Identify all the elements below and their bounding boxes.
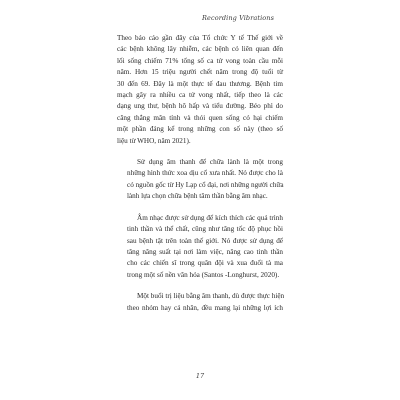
text-line: trong một số nền văn hóa (Santos -Longhurst, 2020). <box>127 270 280 279</box>
text-line: mạch gây ra nhiều ca tử vong nhất, tiếp theo là các <box>117 91 283 100</box>
text-line: lành lựa chọn chữa bệnh tâm thần bằng âm nhạc. <box>127 192 268 201</box>
text-line: Một buổi trị liệu bằng âm thanh, dù được thực hiện <box>137 292 285 301</box>
text-line: Theo báo cáo gần đây của Tổ chức Y tế Thế giới về <box>117 34 283 42</box>
paragraph-4 <box>117 291 283 314</box>
text-line: sau bệnh tật trên toàn thế giới. Nó được sử dụng để <box>127 236 283 245</box>
text-line: Âm nhạc được sử dụng để kích thích các quá trình <box>137 213 283 222</box>
text-line: Sử dụng âm thanh để chữa lành là một trong <box>137 158 283 167</box>
paragraph-3 <box>117 213 283 281</box>
text-line: dạng ung thư, bệnh hô hấp và tiểu đường. Béo phì do <box>117 102 283 111</box>
text-line: các bệnh không lây nhiễm, các bệnh có liên quan đến <box>117 45 283 54</box>
text-line: tăng năng suất tại nơi làm việc, nâng cao tinh thần <box>127 247 283 256</box>
text-line: một phần đáng kể trong những con số này (theo số <box>117 125 283 134</box>
text-line: cho các chiến sĩ trong quân đội và xua đuổi tà ma <box>127 259 283 268</box>
running-header: Recording Vibrations <box>202 14 274 22</box>
text-line: căng thẳng mãn tính và thói quen sống có hại chiếm <box>117 113 283 122</box>
paragraph-1 <box>117 33 283 147</box>
text-line: lối sống chiếm 71% tổng số ca tử vong toàn cầu mỗi <box>117 56 283 65</box>
text-line: những hình thức xoa dịu cổ xưa nhất. Nó được cho là <box>127 169 283 178</box>
paragraph-2 <box>117 157 283 203</box>
text-line: liệu từ WHO, năm 2021). <box>117 136 191 145</box>
body-text <box>117 33 283 324</box>
text-line: 30 đến 69. Đây là một thực tế đau thương. Bệnh tim <box>117 79 283 88</box>
page-number: 17 <box>195 372 205 380</box>
text-line: theo nhóm hay cá nhân, đều mang lại những lợi ích <box>127 303 283 312</box>
text-line: năm. Hơn 15 triệu người chết năm trong độ tuổi từ <box>117 68 283 77</box>
text-line: có nguồn gốc từ Hy Lạp cổ đại, nơi những người chữa <box>127 180 284 189</box>
text-line: tinh thần và thể chất, cũng như tăng tốc độ phục hồi <box>127 225 283 234</box>
